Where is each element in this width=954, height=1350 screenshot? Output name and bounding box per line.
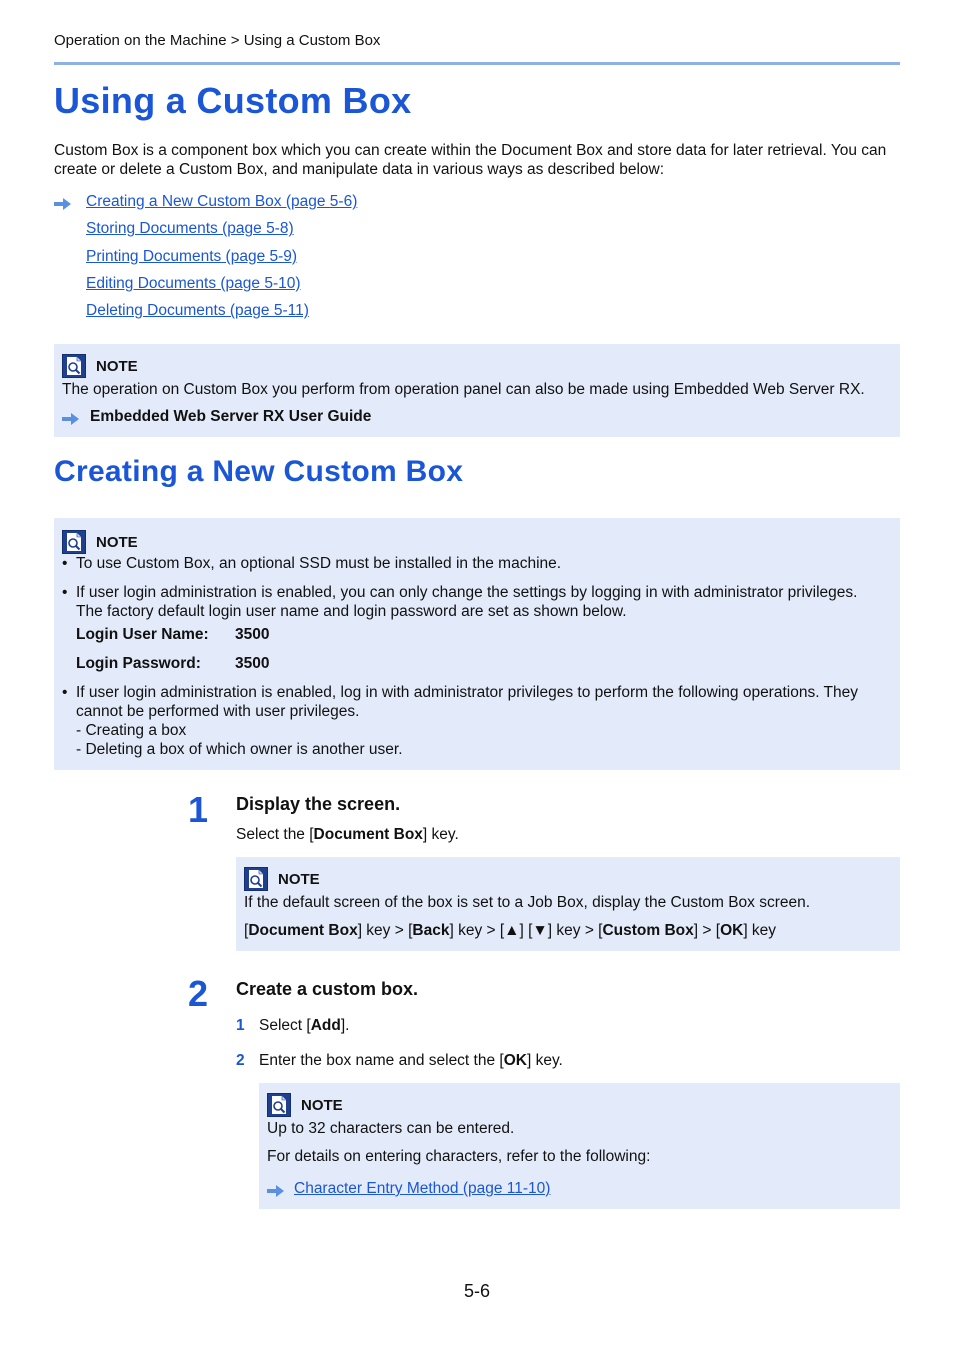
note-text: For details on entering characters, refer to the following:: [267, 1148, 651, 1165]
header-rule: [54, 62, 900, 65]
arrow-right-icon: [62, 413, 80, 425]
arrow-right-icon: [54, 198, 72, 210]
bullet: •: [62, 684, 68, 701]
note-heading: NOTE: [96, 357, 138, 375]
step-number: 1: [188, 789, 209, 830]
bullet: •: [62, 555, 68, 572]
note-header: [62, 354, 138, 378]
link-deleting-documents[interactable]: Deleting Documents (page 5-11): [86, 302, 309, 320]
substep-number: 1: [236, 1017, 245, 1034]
note-bullet-text: The factory default login user name and login password are set as shown below.: [76, 603, 627, 620]
note-bullet-text: - Creating a box: [76, 722, 187, 739]
note-header: [244, 867, 320, 891]
note-box-default-screen: [236, 857, 900, 951]
note-bullet-text: If user login administration is enabled, you can only change the settings by logging in with administrator privileges.: [76, 584, 858, 601]
note-box-web-server: [54, 344, 900, 437]
note-text: Up to 32 characters can be entered.: [267, 1120, 515, 1137]
link-printing-documents[interactable]: Printing Documents (page 5-9): [86, 247, 298, 265]
login-user-label: Login User Name:: [76, 626, 209, 643]
list-item: [54, 219, 357, 246]
note-icon: [267, 1093, 291, 1117]
note-bullet-text: - Deleting a box of which owner is another user.: [76, 741, 403, 758]
list-item: [54, 247, 357, 274]
link-creating-new-custom-box[interactable]: Creating a New Custom Box (page 5-6): [86, 193, 358, 210]
substep-number: 2: [236, 1052, 245, 1069]
note-bullet-text: If user login administration is enabled, log in with administrator privileges to perform the following operations. They: [76, 684, 859, 701]
list-item: [54, 301, 357, 328]
note-text: If the default screen of the box is set to a Job Box, display the Custom Box screen.: [244, 894, 811, 911]
substep-text: Enter the box name and select the [OK] key.: [259, 1052, 563, 1069]
note-header: [62, 530, 138, 554]
login-password-label: Login Password:: [76, 655, 201, 672]
link-list: [54, 192, 357, 328]
note-header: [267, 1093, 343, 1117]
breadcrumb: Operation on the Machine > Using a Custom Box: [54, 32, 381, 49]
note-heading: NOTE: [301, 1096, 343, 1114]
note-text: The operation on Custom Box you perform from operation panel can also be made using Embedded Web Server RX.: [62, 381, 865, 398]
note-reference: Embedded Web Server RX User Guide: [90, 408, 372, 425]
note-heading: NOTE: [96, 533, 138, 551]
page-title: Using a Custom Box: [54, 80, 412, 121]
link-character-entry-method[interactable]: Character Entry Method (page 11-10): [294, 1180, 551, 1197]
intro-paragraph: Custom Box is a component box which you can create within the Document Box and store data for later retrieval. You can create or delete a Custom Box, and manipulate data in various ways as described below:: [54, 142, 887, 178]
login-user-value: 3500: [235, 626, 270, 643]
link-editing-documents[interactable]: Editing Documents (page 5-10): [86, 274, 301, 292]
key-sequence: [Document Box] key > [Back] key > [▲] [▼] key > [Custom Box] > [OK] key: [244, 922, 777, 939]
step-title: Display the screen.: [236, 794, 401, 814]
note-bullet-text: To use Custom Box, an optional SSD must be installed in the machine.: [76, 555, 562, 572]
step-title: Create a custom box.: [236, 979, 419, 999]
step-instruction: Select the [Document Box] key.: [236, 826, 459, 843]
note-icon: [62, 530, 86, 554]
note-bullet-text: cannot be performed with user privileges.: [76, 703, 360, 720]
arrow-right-icon: [267, 1185, 285, 1197]
section-title: Creating a New Custom Box: [54, 455, 464, 488]
list-item: [54, 192, 357, 219]
bullet: •: [62, 584, 68, 601]
substep-text: Select [Add].: [259, 1017, 350, 1034]
note-box-characters: [259, 1083, 900, 1209]
login-password-value: 3500: [235, 655, 270, 672]
note-icon: [244, 867, 268, 891]
link-storing-documents[interactable]: Storing Documents (page 5-8): [86, 220, 294, 238]
note-icon: [62, 354, 86, 378]
note-heading: NOTE: [278, 870, 320, 888]
step-number: 2: [188, 973, 209, 1014]
note-box-requirements: [54, 518, 900, 770]
page-number: 5-6: [463, 1281, 490, 1301]
list-item: [54, 274, 357, 301]
